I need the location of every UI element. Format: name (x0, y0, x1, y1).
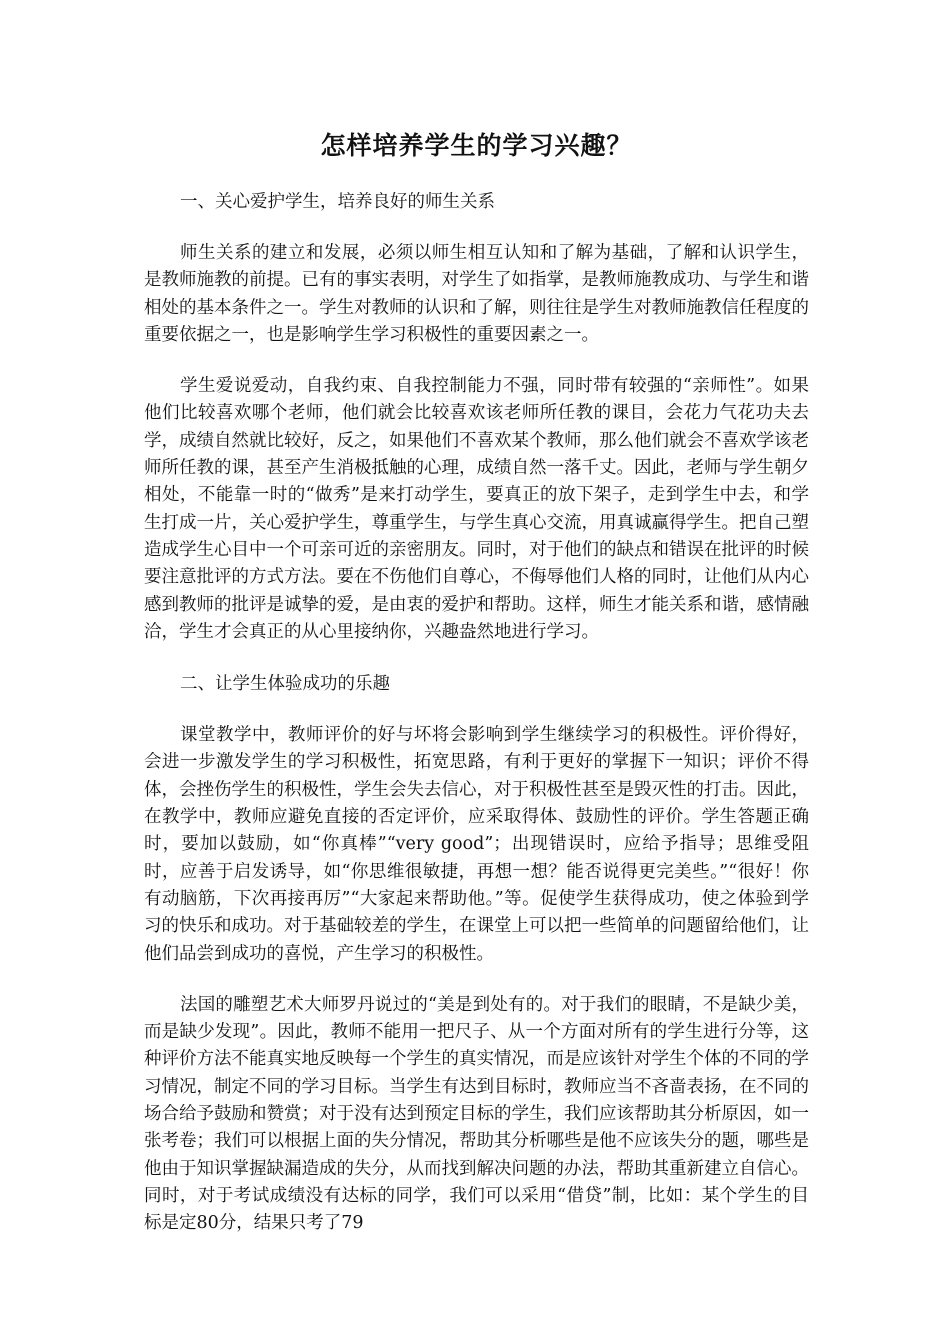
section-2-paragraph-1: 课堂教学中，教师评价的好与坏将会影响到学生继续学习的积极性。评价得好，会进一步激发学生的学习积极性，拓宽思路，有利于更好的掌握下一知识；评价不得体，会挫伤学生的积极性，学生会失去信心，对于积极性甚至是毁灭性的打击。因此，在教学中，教师应避免直接的否定评价，应采取得体、鼓励性的评价。学生答题正确时，要加以鼓励，如“你真棒”“very good”；出现错误时，应给予指导；思维受阻时，应善于启发诱导，如“你思维很敏捷，再想一想？能否说得更完美些。”“很好！你有动脑筋，下次再接再厉”“大家起来帮助他。”等。促使学生获得成功，使之体验到学习的快乐和成功。对于基础较差的学生，在课堂上可以把一些简单的问题留给他们，让他们品尝到成功的喜悦，产生学习的积极性。 (144, 725, 809, 964)
section-2-paragraph-2: 法国的雕塑艺术大师罗丹说过的“美是到处有的。对于我们的眼睛，不是缺少美，而是缺少发现”。因此，教师不能用一把尺子、从一个方面对所有的学生进行分等，这种评价方法不能真实地反映每一个学生的真实情况，而是应该针对学生个体的不同的学习情况，制定不同的学习目标。当学生有达到目标时，教师应当不吝啬表扬，在不同的场合给予鼓励和赞赏；对于没有达到预定目标的学生，我们应该帮助其分析原因，如一张考卷；我们可以根据上面的失分情况，帮助其分析哪些是他不应该失分的题，哪些是他由于知识掌握缺漏造成的失分，从而找到解决问题的办法，帮助其重新建立自信心。同时，对于考试成绩没有达标的同学，我们可以采用“借贷”制，比如：某个学生的目标是定80分，结果只考了79 (144, 994, 809, 1234)
section-1-paragraph-1: 师生关系的建立和发展，必须以师生相互认知和了解为基础，了解和认识学生，是教师施教的前提。已有的事实表明，对学生了如指掌，是教师施教成功、与学生和谐相处的基本条件之一。学生对教师的认识和了解，则往往是学生对教师施教信任程度的重要依据之一，也是影响学生学习积极性的重要因素之一。 (144, 243, 809, 345)
section-2-heading: 二、让学生体验成功的乐趣 (180, 674, 390, 695)
document-title: 怎样培养学生的学习兴趣？ (320, 131, 633, 160)
section-1-heading: 一、关心爱护学生，培养良好的师生关系 (180, 192, 495, 212)
document-body (144, 128, 809, 1238)
section-1-paragraph-2: 学生爱说爱动，自我约束、自我控制能力不强，同时带有较强的“亲师性”。如果他们比较喜欢哪个老师，他们就会比较喜欢该老师所任教的课目，会花力气花功夫去学，成绩自然就比较好，反之，如果他们不喜欢某个教师，那么他们就会不喜欢学该老师所任教的课，甚至产生消极抵触的心理，成绩自然一落千丈。因此，老师与学生朝夕相处，不能靠一时的“做秀”是来打动学生，要真正的放下架子，走到学生中去，和学生打成一片，关心爱护学生，尊重学生，与学生真心交流，用真诚赢得学生。把自己塑造成学生心目中一个可亲可近的亲密朋友。同时，对于他们的缺点和错误在批评的时候要注意批评的方式方法。要在不伤他们自尊心，不侮辱他们人格的同时，让他们从内心感到教师的批评是诚挚的爱，是由衷的爱护和帮助。这样，师生才能关系和谐，感情融洽，学生才会真正的从心里接纳你，兴趣盎然地进行学习。 (144, 376, 809, 642)
